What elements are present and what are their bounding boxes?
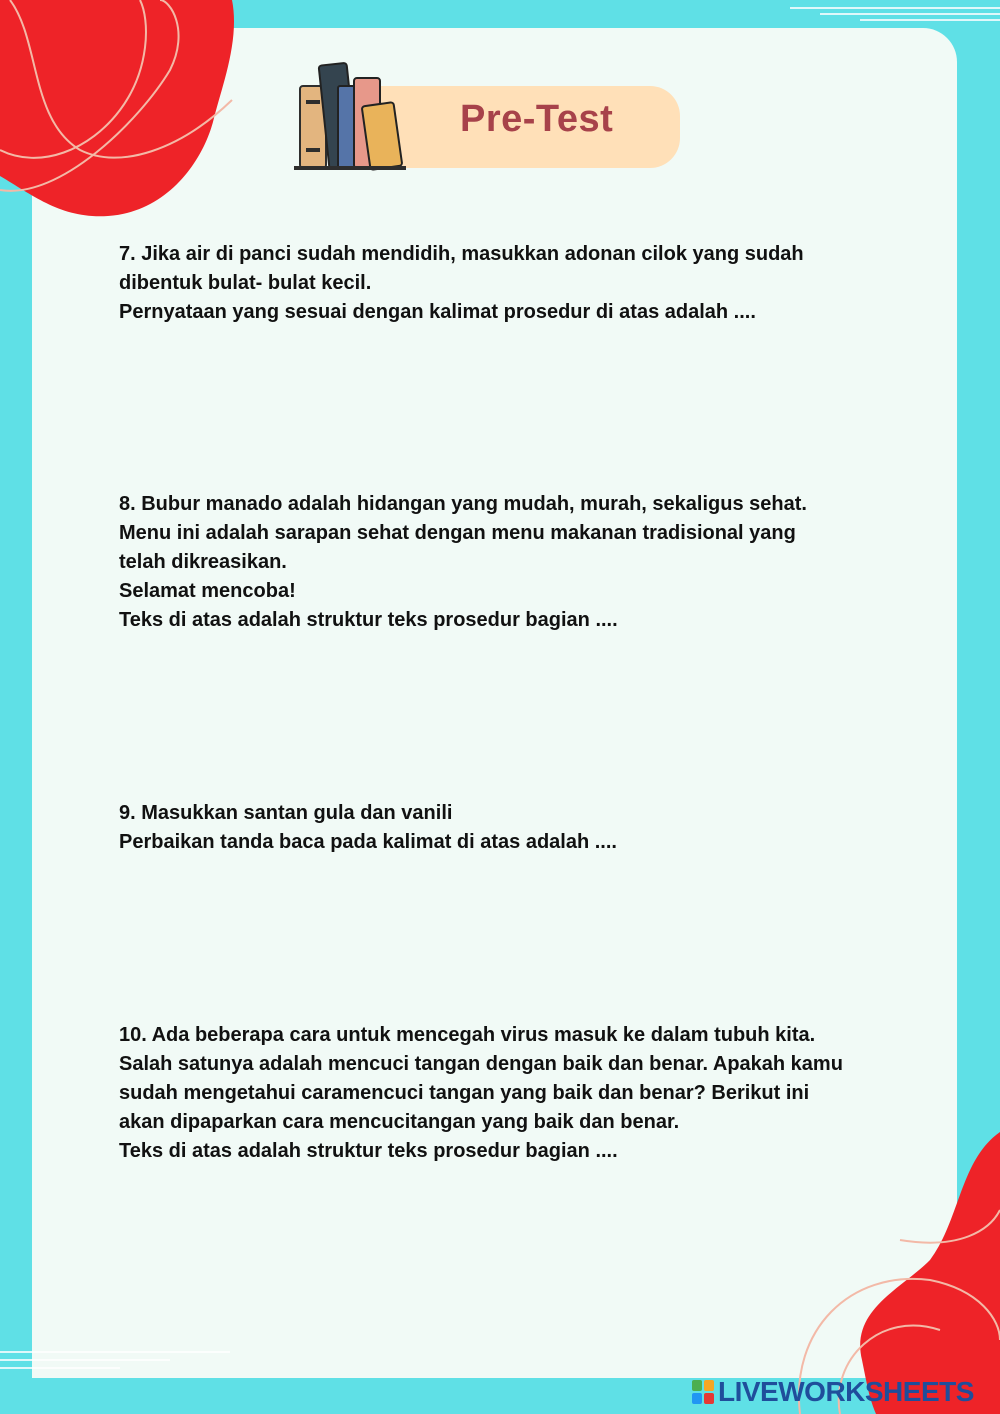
question-line: 9. Masukkan santan gula dan vanili bbox=[119, 802, 453, 824]
question-7 bbox=[119, 240, 939, 327]
question-line: telah dikreasikan. bbox=[119, 551, 287, 573]
books-icon bbox=[294, 56, 406, 176]
question-line: 7. Jika air di panci sudah mendidih, masukkan adonan cilok yang sudah bbox=[119, 243, 804, 265]
question-8 bbox=[119, 490, 939, 635]
question-line: Teks di atas adalah struktur teks prosedur bagian .... bbox=[119, 609, 618, 631]
question-line: Teks di atas adalah struktur teks prosedur bagian .... bbox=[119, 1140, 618, 1162]
question-line: dibentuk bulat- bulat kecil. bbox=[119, 272, 372, 294]
liveworksheets-logo-icon bbox=[692, 1380, 714, 1404]
logo-text: LIVEWORKSHEETS bbox=[718, 1376, 974, 1407]
red-blob-top-left bbox=[0, 0, 234, 216]
question-line: Pernyataan yang sesuai dengan kalimat prosedur di atas adalah .... bbox=[119, 301, 756, 323]
red-blob-bottom-right bbox=[860, 1132, 1000, 1414]
question-line: 10. Ada beberapa cara untuk mencegah virus masuk ke dalam tubuh kita. bbox=[119, 1024, 816, 1046]
question-line: Salah satunya adalah mencuci tangan dengan baik dan benar. Apakah kamu bbox=[119, 1053, 843, 1075]
question-line: sudah mengetahui caramencuci tangan yang baik dan benar? Berikut ini bbox=[119, 1082, 810, 1104]
stripes-bottom-left bbox=[0, 1352, 230, 1368]
question-line: Perbaikan tanda baca pada kalimat di atas adalah .... bbox=[119, 831, 617, 853]
page-title: Pre-Test bbox=[460, 98, 614, 140]
question-line: Menu ini adalah sarapan sehat dengan menu makanan tradisional yang bbox=[119, 522, 796, 544]
question-9 bbox=[119, 799, 939, 857]
question-line: akan dipaparkan cara mencucitangan yang baik dan benar. bbox=[119, 1111, 680, 1133]
stripes-top-right bbox=[790, 8, 1000, 20]
question-line: Selamat mencoba! bbox=[119, 580, 296, 602]
question-10 bbox=[119, 1021, 939, 1166]
liveworksheets-logo[interactable] bbox=[692, 1376, 974, 1408]
question-line: 8. Bubur manado adalah hidangan yang mudah, murah, sekaligus sehat. bbox=[119, 493, 807, 515]
